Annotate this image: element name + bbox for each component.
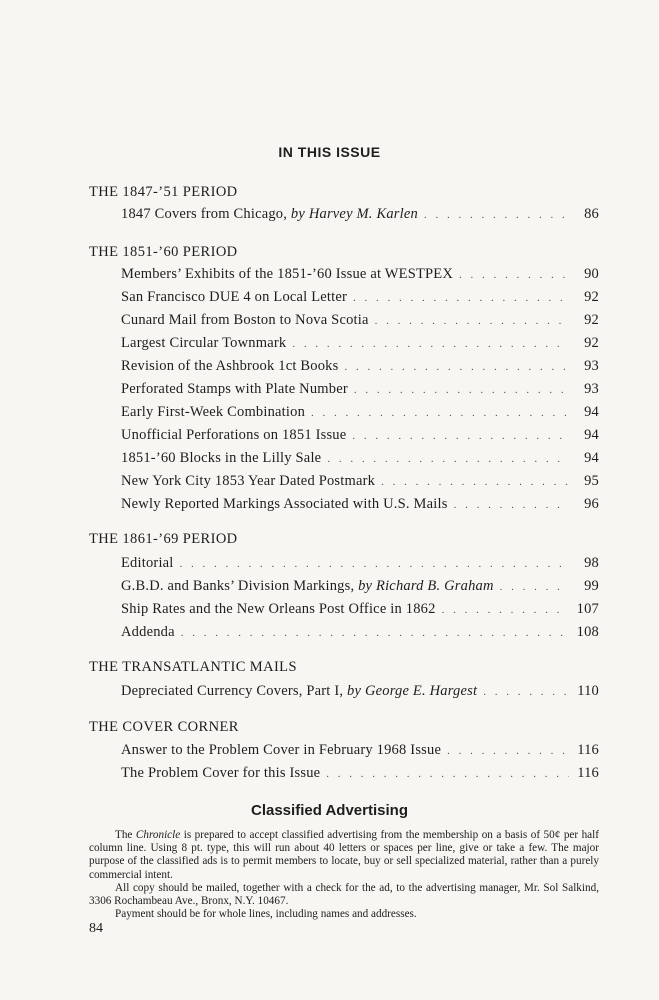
entry-page: 86: [584, 206, 599, 222]
dot-leader: [459, 269, 569, 281]
toc-entry[interactable]: [121, 450, 599, 470]
section-heading-1847-51: THE 1847-’51 PERIOD: [89, 184, 238, 200]
entry-title: Editorial: [121, 555, 174, 571]
toc-entry[interactable]: [121, 381, 599, 401]
entry-title: Revision of the Ashbrook 1ct Books: [121, 358, 339, 374]
toc-entry[interactable]: [121, 358, 599, 378]
entry-title: The Problem Cover for this Issue: [121, 765, 321, 781]
entry-page: 116: [577, 742, 599, 758]
dot-leader: [181, 627, 569, 639]
entry-page: 108: [576, 624, 599, 640]
toc-entry[interactable]: [121, 578, 599, 598]
entry-page: 98: [584, 555, 599, 571]
entry-title: Perforated Stamps with Plate Number: [121, 381, 348, 397]
classified-text: The: [115, 829, 136, 841]
toc-entry[interactable]: [121, 404, 599, 424]
entry-title: Members’ Exhibits of the 1851-’60 Issue at WESTPEX: [121, 266, 454, 282]
dot-leader: [292, 338, 569, 350]
entry-title: San Francisco DUE 4 on Local Letter: [121, 289, 348, 305]
entry-page: 92: [584, 289, 599, 305]
entry-author: by Richard B. Graham: [358, 578, 494, 594]
toc-entry[interactable]: [121, 683, 599, 703]
dot-leader: [454, 499, 569, 511]
entry-title: Depreciated Currency Covers, Part I,: [121, 683, 348, 699]
toc-entry[interactable]: [121, 555, 599, 575]
toc-entry[interactable]: [121, 624, 599, 644]
dot-leader: [442, 604, 569, 616]
section-heading-1851-60: THE 1851-’60 PERIOD: [89, 244, 238, 260]
entry-page: 93: [584, 381, 599, 397]
dot-leader: [326, 768, 569, 780]
classified-paragraph: All copy should be mailed, together with a check for the ad, to the advertising manager, Mr. Sol Salkind, 3306 Rochambeau Ave., Bronx, N.Y. 10467.: [89, 881, 599, 908]
toc-entry[interactable]: [121, 427, 599, 447]
dot-leader: [483, 686, 569, 698]
entry-page: 92: [584, 312, 599, 328]
entry-page: 99: [584, 578, 599, 594]
dot-leader: [180, 558, 569, 570]
entry-page: 92: [584, 335, 599, 351]
entry-title: Early First-Week Combination: [121, 404, 306, 420]
toc-entry[interactable]: [121, 742, 599, 762]
entry-page: 94: [584, 450, 599, 466]
entry-page: 96: [584, 496, 599, 512]
entry-title: G.B.D. and Banks’ Division Markings,: [121, 578, 359, 594]
dot-leader: [500, 581, 569, 593]
dot-leader: [354, 384, 569, 396]
entry-title: 1851-’60 Blocks in the Lilly Sale: [121, 450, 322, 466]
entry-title: Unofficial Perforations on 1851 Issue: [121, 427, 347, 443]
page-title: IN THIS ISSUE: [278, 144, 381, 160]
entry-page: 110: [577, 683, 599, 699]
publication-name: Chronicle: [135, 829, 181, 841]
section-heading-cover-corner: THE COVER CORNER: [89, 719, 239, 735]
toc-entry[interactable]: [121, 335, 599, 355]
entry-title: 1847 Covers from Chicago,: [121, 206, 291, 222]
entry-page: 94: [584, 427, 599, 443]
entry-title: Newly Reported Markings Associated with U.S. Mails: [121, 496, 448, 512]
toc-entry[interactable]: [121, 601, 599, 621]
dot-leader: [344, 361, 569, 373]
toc-entry[interactable]: [121, 266, 599, 286]
dot-leader: [447, 745, 569, 757]
classified-paragraph: [89, 829, 599, 882]
entry-page: 94: [584, 404, 599, 420]
dot-leader: [311, 407, 569, 419]
toc-entry[interactable]: [121, 289, 599, 309]
entry-page: 95: [584, 473, 599, 489]
dot-leader: [424, 209, 569, 221]
dot-leader: [353, 292, 569, 304]
dot-leader: [375, 315, 569, 327]
entry-author: by George E. Hargest: [347, 683, 478, 699]
dot-leader: [327, 453, 569, 465]
entry-page: 116: [577, 765, 599, 781]
entry-title: Ship Rates and the New Orleans Post Office in 1862: [121, 601, 436, 617]
toc-entry[interactable]: [121, 765, 599, 785]
toc-entry[interactable]: [121, 473, 599, 493]
classified-text: is prepared to accept classified advertising from the membership on a basis of 50¢ per half column line. Using 8 pt. type, this will run about 40 letters or spaces per line, give or take a few. The major purpose of the classified ads is to permit members to locate, buy or sell specialized material, rather than a purely commercial intent.: [89, 829, 599, 881]
entry-title: Largest Circular Townmark: [121, 335, 287, 351]
toc-entry[interactable]: [121, 496, 599, 516]
classified-paragraph: Payment should be for whole lines, including names and addresses.: [115, 908, 417, 921]
toc-entry[interactable]: [121, 312, 599, 332]
dot-leader: [352, 430, 569, 442]
classified-body: [89, 829, 599, 921]
entry-author: by Harvey M. Karlen: [290, 206, 418, 222]
entry-page: 90: [584, 266, 599, 282]
entry-title: New York City 1853 Year Dated Postmark: [121, 473, 376, 489]
entry-title: Answer to the Problem Cover in February 1968 Issue: [121, 742, 442, 758]
toc-entry[interactable]: [121, 206, 599, 226]
section-heading-transatlantic: THE TRANSATLANTIC MAILS: [89, 659, 297, 675]
classified-title: Classified Advertising: [251, 802, 408, 819]
entry-page: 93: [584, 358, 599, 374]
entry-title: Addenda: [121, 624, 175, 640]
page-number: 84: [89, 921, 103, 936]
entry-title: Cunard Mail from Boston to Nova Scotia: [121, 312, 369, 328]
dot-leader: [381, 476, 569, 488]
section-heading-1861-69: THE 1861-’69 PERIOD: [89, 531, 238, 547]
entry-page: 107: [576, 601, 599, 617]
